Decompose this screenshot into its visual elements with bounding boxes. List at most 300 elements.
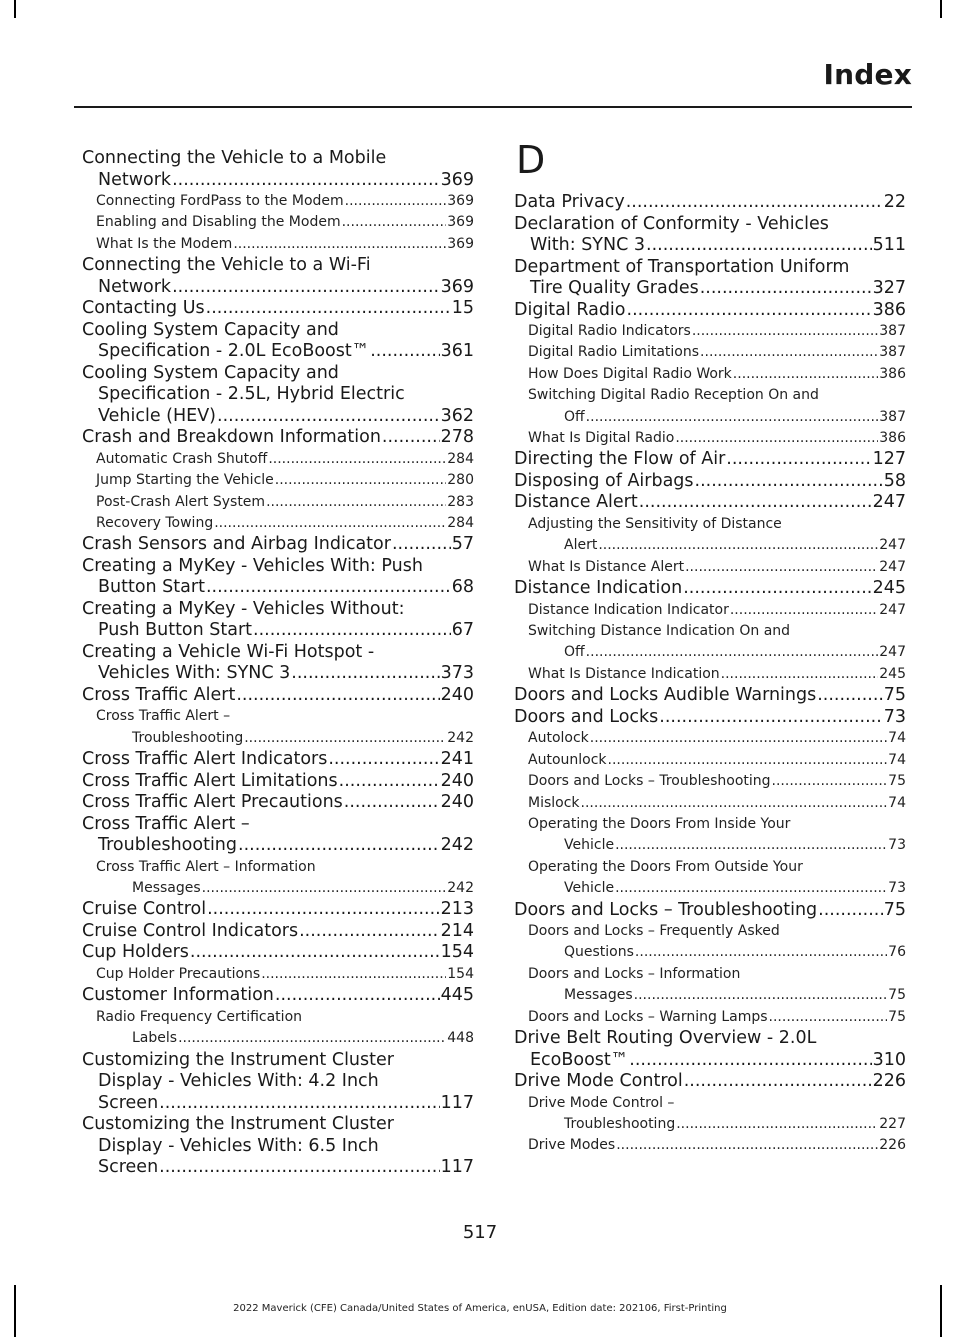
- index-entry: [82, 942, 474, 964]
- entry-row: [514, 1050, 906, 1072]
- entry-row: [96, 513, 474, 534]
- entry-page-number[interactable]: 386: [879, 430, 906, 447]
- entry-row: [514, 192, 906, 214]
- entry-page-number[interactable]: 15: [451, 298, 474, 319]
- dot-leader: [675, 428, 878, 449]
- entry-row: [514, 235, 906, 257]
- dot-leader: [172, 277, 440, 299]
- entry-row: [528, 342, 906, 363]
- entry-text-line: Connecting the Vehicle to a Wi-Fi: [82, 255, 371, 276]
- entry-label: Vehicle: [564, 837, 615, 854]
- index-entry: [82, 1114, 474, 1179]
- entry-row: [96, 1028, 474, 1049]
- dot-leader: [238, 835, 440, 857]
- entry-page-number[interactable]: 226: [872, 1071, 906, 1092]
- entry-page-number[interactable]: 373: [440, 663, 474, 684]
- dot-leader: [261, 964, 446, 985]
- header-divider: [74, 106, 912, 108]
- dot-leader: [608, 750, 888, 771]
- entry-text-line: Declaration of Conformity - Vehicles: [514, 213, 829, 234]
- entry-page-number[interactable]: 310: [872, 1049, 906, 1070]
- entry-label: Tire Quality Grades: [530, 278, 699, 298]
- entry-page-number[interactable]: 511: [872, 235, 906, 255]
- index-subentry: [514, 1007, 906, 1028]
- entry-page-number[interactable]: 73: [883, 706, 906, 727]
- entry-row: [96, 492, 474, 513]
- entry-page-number[interactable]: 327: [872, 278, 906, 298]
- entry-label: Post-Crash Alert System: [96, 493, 266, 510]
- entry-text-line: Cross Traffic Alert –: [82, 813, 250, 834]
- entry-page-number[interactable]: 283: [447, 493, 474, 510]
- entry-page-number[interactable]: 242: [447, 729, 474, 746]
- index-subentry: [514, 728, 906, 749]
- index-subentry: [82, 492, 474, 513]
- entry-page-number[interactable]: 76: [888, 944, 906, 961]
- entry-page-number[interactable]: 240: [440, 792, 474, 813]
- dot-leader: [392, 534, 451, 556]
- dot-leader: [590, 728, 887, 749]
- index-entry: [514, 492, 906, 514]
- dot-leader: [586, 642, 879, 663]
- entry-label: Doors and Locks – Troubleshooting: [514, 899, 818, 920]
- entry-label: Messages: [132, 880, 201, 897]
- entry-row: [528, 1007, 906, 1028]
- dot-leader: [586, 407, 879, 428]
- entry-row: [82, 835, 474, 857]
- dot-leader: [615, 878, 887, 899]
- index-subentry: [514, 600, 906, 621]
- entry-page-number[interactable]: 247: [872, 492, 906, 513]
- entry-label: Doors and Locks Audible Warnings: [514, 685, 817, 706]
- entry-page-number[interactable]: 154: [447, 965, 474, 982]
- entry-page-number[interactable]: 448: [447, 1030, 474, 1047]
- entry-row: [514, 900, 906, 922]
- entry-row: [528, 793, 906, 814]
- dot-leader: [214, 513, 446, 534]
- index-subentry: [514, 557, 906, 578]
- entry-page-number[interactable]: 387: [879, 408, 906, 425]
- entry-label: Distance Indication Indicator: [528, 601, 729, 618]
- entry-label: Cross Traffic Alert Precautions: [82, 792, 343, 813]
- dot-leader: [172, 170, 440, 192]
- entry-row: [82, 1093, 474, 1115]
- entry-row: [96, 470, 474, 491]
- entry-text-line: Cross Traffic Alert – Information: [96, 858, 316, 875]
- entry-row: [528, 664, 906, 685]
- entry-page-number[interactable]: 226: [879, 1137, 906, 1154]
- entry-label: Directing the Flow of Air: [514, 449, 726, 470]
- entry-page-number[interactable]: 362: [440, 405, 474, 426]
- dot-leader: [159, 1093, 439, 1115]
- index-subentry: [514, 1135, 906, 1156]
- entry-page-number[interactable]: 68: [451, 577, 474, 598]
- entry-text-line: Customizing the Instrument Cluster: [82, 1049, 394, 1070]
- entry-page-number[interactable]: 284: [447, 514, 474, 531]
- index-subentry: [82, 191, 474, 212]
- entry-page-number[interactable]: 369: [447, 235, 474, 252]
- index-subentry: [514, 771, 906, 792]
- entry-label: Drive Mode Control: [514, 1071, 683, 1092]
- entry-row: [82, 899, 474, 921]
- entry-label: Automatic Crash Shutoff: [96, 450, 268, 467]
- dot-leader: [726, 449, 871, 471]
- index-subentry: [514, 321, 906, 342]
- dot-leader: [676, 1114, 878, 1135]
- entry-row: [82, 406, 474, 428]
- entry-label: Network: [98, 276, 172, 297]
- entry-label: Data Privacy: [514, 192, 625, 212]
- dot-leader: [685, 557, 878, 578]
- dot-leader: [818, 900, 883, 922]
- entry-label: Vehicles With: SYNC 3: [98, 663, 291, 684]
- entry-row: [528, 407, 906, 428]
- entry-page-number[interactable]: 247: [879, 601, 906, 618]
- entry-label: Disposing of Airbags: [514, 470, 694, 491]
- entry-label: Drive Modes: [528, 1137, 616, 1154]
- dot-leader: [236, 685, 439, 707]
- entry-text-line: Switching Distance Indication On and: [528, 623, 791, 640]
- index-subentry: [82, 706, 474, 749]
- index-subentry: [82, 212, 474, 233]
- entry-page-number[interactable]: 369: [440, 169, 474, 190]
- entry-page-number[interactable]: 73: [888, 880, 906, 897]
- entry-row: [96, 449, 474, 470]
- index-subentry: [82, 857, 474, 900]
- entry-page-number[interactable]: 240: [440, 684, 474, 705]
- entry-label: Cup Holder Precautions: [96, 965, 261, 982]
- dot-leader: [339, 771, 440, 793]
- entry-page-number[interactable]: 241: [440, 749, 474, 770]
- entry-row: [82, 170, 474, 192]
- page-number: 517: [462, 1222, 498, 1243]
- dot-leader: [733, 364, 878, 385]
- entry-row: [82, 685, 474, 707]
- entry-page-number[interactable]: 387: [879, 323, 906, 339]
- entry-text-line: Operating the Doors From Outside Your: [528, 858, 803, 875]
- entry-row: [82, 1157, 474, 1179]
- index-entry: [82, 814, 474, 857]
- entry-row: [528, 535, 906, 556]
- entry-label: With: SYNC 3: [530, 235, 645, 255]
- entry-page-number[interactable]: 245: [872, 578, 906, 599]
- entry-label: Digital Radio Indicators: [528, 323, 691, 339]
- entry-label: What Is Distance Indication: [528, 665, 720, 682]
- entry-row: [514, 707, 906, 729]
- index-entry: [82, 921, 474, 943]
- entry-row: [514, 471, 906, 493]
- index-subentry: [514, 857, 906, 900]
- index-entry: [82, 320, 474, 363]
- entry-label: Distance Alert: [514, 492, 638, 513]
- dot-leader: [345, 191, 447, 212]
- entry-label: Button Start: [98, 577, 205, 598]
- dot-leader: [370, 341, 439, 363]
- entry-label: Push Button Start: [98, 620, 253, 641]
- dot-leader: [190, 942, 440, 964]
- entry-row: [528, 1135, 906, 1156]
- dot-leader: [342, 212, 447, 233]
- entry-label: Alert: [564, 537, 598, 554]
- entry-label: Crash and Breakdown Information: [82, 427, 381, 448]
- entry-row: [528, 321, 906, 342]
- dot-leader: [700, 278, 872, 300]
- dot-leader: [772, 771, 888, 792]
- index-entry: [514, 300, 906, 322]
- entry-row: [514, 300, 906, 322]
- entry-text-line: Cross Traffic Alert –: [96, 708, 231, 725]
- entry-label: Questions: [564, 944, 634, 961]
- index-entry: [82, 642, 474, 685]
- entry-row: [528, 364, 906, 385]
- entry-row: [82, 771, 474, 793]
- index-entry: [82, 534, 474, 556]
- entry-text-line: Creating a Vehicle Wi-Fi Hotspot -: [82, 641, 375, 662]
- entry-page-number[interactable]: 227: [879, 1115, 906, 1132]
- index-entry: [82, 427, 474, 449]
- entry-text-line: Creating a MyKey - Vehicles With: Push: [82, 555, 423, 576]
- index-subentry: [514, 428, 906, 449]
- dot-leader: [634, 985, 888, 1006]
- index-subentry: [514, 793, 906, 814]
- entry-page-number[interactable]: 75: [888, 773, 906, 790]
- entry-label: What Is Distance Alert: [528, 558, 685, 575]
- entry-page-number[interactable]: 117: [440, 1157, 474, 1178]
- entry-label: Doors and Locks – Troubleshooting: [528, 773, 771, 790]
- index-subentry: [514, 664, 906, 685]
- index-subentry: [82, 470, 474, 491]
- entry-label: Troubleshooting: [564, 1115, 676, 1132]
- entry-row: [82, 749, 474, 771]
- entry-row: [514, 278, 906, 300]
- entry-label: Enabling and Disabling the Modem: [96, 214, 341, 231]
- entry-row: [82, 341, 474, 363]
- index-entry: [82, 148, 474, 191]
- index-column-left: [82, 148, 474, 1179]
- entry-label: Digital Radio: [514, 299, 626, 320]
- entry-row: [514, 685, 906, 707]
- entry-row: [528, 942, 906, 963]
- dot-leader: [627, 300, 872, 322]
- index-entry: [514, 707, 906, 729]
- index-subentry: [82, 1007, 474, 1050]
- entry-label: Autolock: [528, 730, 589, 747]
- entry-page-number[interactable]: 361: [440, 341, 474, 362]
- entry-page-number[interactable]: 278: [440, 427, 474, 448]
- dot-leader: [721, 664, 879, 685]
- index-subentry: [514, 750, 906, 771]
- entry-text-line: Drive Mode Control –: [528, 1094, 675, 1111]
- dot-leader: [291, 663, 439, 685]
- entry-label: Messages: [564, 987, 633, 1004]
- entry-label: Crash Sensors and Airbag Indicator: [82, 534, 391, 555]
- entry-row: [96, 212, 474, 233]
- entry-text-line: Department of Transportation Uniform: [514, 256, 850, 277]
- dot-leader: [629, 1050, 871, 1072]
- index-entry: [82, 771, 474, 793]
- dot-leader: [695, 471, 883, 493]
- entry-page-number[interactable]: 369: [447, 193, 474, 209]
- entry-row: [82, 985, 474, 1007]
- entry-page-number[interactable]: 247: [879, 537, 906, 554]
- entry-label: Off: [564, 644, 585, 661]
- dot-leader: [615, 835, 887, 856]
- entry-label: Contacting Us: [82, 298, 205, 319]
- entry-label: Vehicle: [564, 880, 615, 897]
- entry-page-number[interactable]: 75: [883, 899, 906, 920]
- entry-row: [528, 728, 906, 749]
- entry-page-number[interactable]: 75: [888, 987, 906, 1004]
- index-entry: [82, 1050, 474, 1115]
- entry-page-number[interactable]: 387: [879, 344, 906, 361]
- entry-label: EcoBoost™: [530, 1049, 629, 1070]
- entry-page-number[interactable]: 242: [447, 880, 474, 897]
- entry-row: [82, 534, 474, 556]
- entry-page-number[interactable]: 247: [879, 644, 906, 661]
- entry-text-line: Customizing the Instrument Cluster: [82, 1114, 394, 1135]
- entry-label: Cup Holders: [82, 942, 189, 963]
- dot-leader: [275, 470, 446, 491]
- entry-row: [528, 1114, 906, 1135]
- index-entry: [82, 363, 474, 428]
- entry-page-number[interactable]: 280: [447, 472, 474, 489]
- entry-label: Cross Traffic Alert Limitations: [82, 770, 338, 791]
- dot-leader: [299, 921, 440, 943]
- index-entry: [82, 556, 474, 599]
- entry-text-line: Specification - 2.5L, Hybrid Electric: [98, 384, 405, 405]
- index-entry: [82, 599, 474, 642]
- entry-row: [96, 878, 474, 899]
- dot-leader: [730, 600, 878, 621]
- entry-page-number[interactable]: 57: [451, 534, 474, 555]
- crop-mark-top-left: [14, 0, 16, 18]
- dot-leader: [206, 298, 451, 320]
- entry-label: Distance Indication: [514, 578, 683, 599]
- entry-label: Autounlock: [528, 751, 607, 768]
- entry-label: Cross Traffic Alert: [82, 684, 236, 705]
- entry-label: Cross Traffic Alert Indicators: [82, 749, 328, 770]
- entry-label: Labels: [132, 1030, 178, 1047]
- dot-leader: [328, 749, 439, 771]
- index-subentry: [82, 449, 474, 470]
- index-entry: [82, 685, 474, 707]
- entry-label: Cruise Control: [82, 899, 207, 920]
- entry-page-number[interactable]: 74: [888, 730, 906, 747]
- index-subentry: [514, 385, 906, 428]
- entry-label: Mislock: [528, 794, 580, 811]
- index-entry: [514, 214, 906, 257]
- entry-label: Screen: [98, 1157, 159, 1178]
- dot-leader: [233, 234, 446, 255]
- entry-text-line: Operating the Doors From Inside Your: [528, 815, 791, 832]
- entry-page-number[interactable]: 75: [888, 1008, 906, 1025]
- entry-label: Cruise Control Indicators: [82, 920, 299, 941]
- crop-mark-top-right: [940, 0, 942, 18]
- entry-text-line: Display - Vehicles With: 4.2 Inch: [98, 1071, 379, 1092]
- entry-row: [82, 277, 474, 299]
- entry-page-number[interactable]: 75: [883, 685, 906, 706]
- entry-row: [514, 449, 906, 471]
- entry-page-number[interactable]: 127: [872, 449, 906, 470]
- dot-leader: [769, 1007, 888, 1028]
- entry-page-number[interactable]: 74: [888, 794, 906, 811]
- entry-page-number[interactable]: 214: [440, 920, 474, 941]
- dot-leader: [598, 535, 878, 556]
- entry-label: What Is Digital Radio: [528, 430, 675, 447]
- index-entry: [514, 578, 906, 600]
- entry-page-number[interactable]: 58: [883, 470, 906, 491]
- entry-text-line: Adjusting the Sensitivity of Distance: [528, 515, 782, 532]
- dot-leader: [217, 406, 440, 428]
- entry-page-number[interactable]: 245: [879, 665, 906, 682]
- index-entry: [82, 792, 474, 814]
- section-letter: D: [516, 138, 546, 182]
- dot-leader: [692, 321, 878, 342]
- entry-page-number[interactable]: 117: [440, 1092, 474, 1113]
- entry-label: Specification - 2.0L EcoBoost™: [98, 341, 370, 362]
- entry-row: [82, 577, 474, 599]
- entry-row: [82, 792, 474, 814]
- index-subentry: [514, 1093, 906, 1136]
- footer-edition: 2022 Maverick (CFE) Canada/United States of America, enUSA, Edition date: 202106, First-Printing: [233, 1303, 727, 1314]
- entry-row: [82, 663, 474, 685]
- entry-page-number[interactable]: 73: [888, 837, 906, 854]
- dot-leader: [244, 728, 446, 749]
- entry-page-number[interactable]: 386: [872, 299, 906, 320]
- entry-row: [82, 921, 474, 943]
- entry-page-number[interactable]: 445: [440, 985, 474, 1006]
- entry-page-number[interactable]: 247: [879, 558, 906, 575]
- dot-leader: [159, 1157, 439, 1179]
- dot-leader: [206, 577, 451, 599]
- index-subentry: [514, 364, 906, 385]
- entry-page-number[interactable]: 369: [440, 276, 474, 297]
- index-entry: [514, 257, 906, 300]
- entry-page-number[interactable]: 369: [447, 214, 474, 231]
- entry-page-number[interactable]: 74: [888, 751, 906, 768]
- entry-page-number[interactable]: 67: [451, 620, 474, 641]
- entry-page-number[interactable]: 242: [440, 835, 474, 856]
- entry-text-line: Cooling System Capacity and: [82, 319, 339, 340]
- index-subentry: [82, 513, 474, 534]
- entry-row: [82, 620, 474, 642]
- dot-leader: [253, 620, 451, 642]
- entry-label: Connecting FordPass to the Modem: [96, 193, 344, 209]
- entry-page-number[interactable]: 284: [447, 450, 474, 467]
- dot-leader: [646, 235, 872, 257]
- index-entry: [82, 749, 474, 771]
- page-title: Index: [823, 58, 912, 91]
- entry-page-number[interactable]: 213: [440, 899, 474, 920]
- entry-page-number[interactable]: 154: [440, 942, 474, 963]
- index-entry: [82, 298, 474, 320]
- dot-leader: [178, 1028, 446, 1049]
- dot-leader: [659, 707, 882, 729]
- entry-label: Vehicle (HEV): [98, 405, 216, 426]
- entry-row: [528, 600, 906, 621]
- entry-page-number[interactable]: 386: [879, 365, 906, 382]
- dot-leader: [700, 342, 878, 363]
- entry-row: [96, 964, 474, 985]
- entry-text-line: Switching Digital Radio Reception On and: [528, 387, 819, 404]
- entry-label: What Is the Modem: [96, 235, 233, 252]
- index-subentry: [514, 921, 906, 964]
- entry-page-number[interactable]: 22: [883, 192, 906, 212]
- entry-label: Customer Information: [82, 985, 274, 1006]
- entry-label: Recovery Towing: [96, 514, 214, 531]
- index-entry: [82, 899, 474, 921]
- index-subentry: [514, 964, 906, 1007]
- entry-page-number[interactable]: 240: [440, 770, 474, 791]
